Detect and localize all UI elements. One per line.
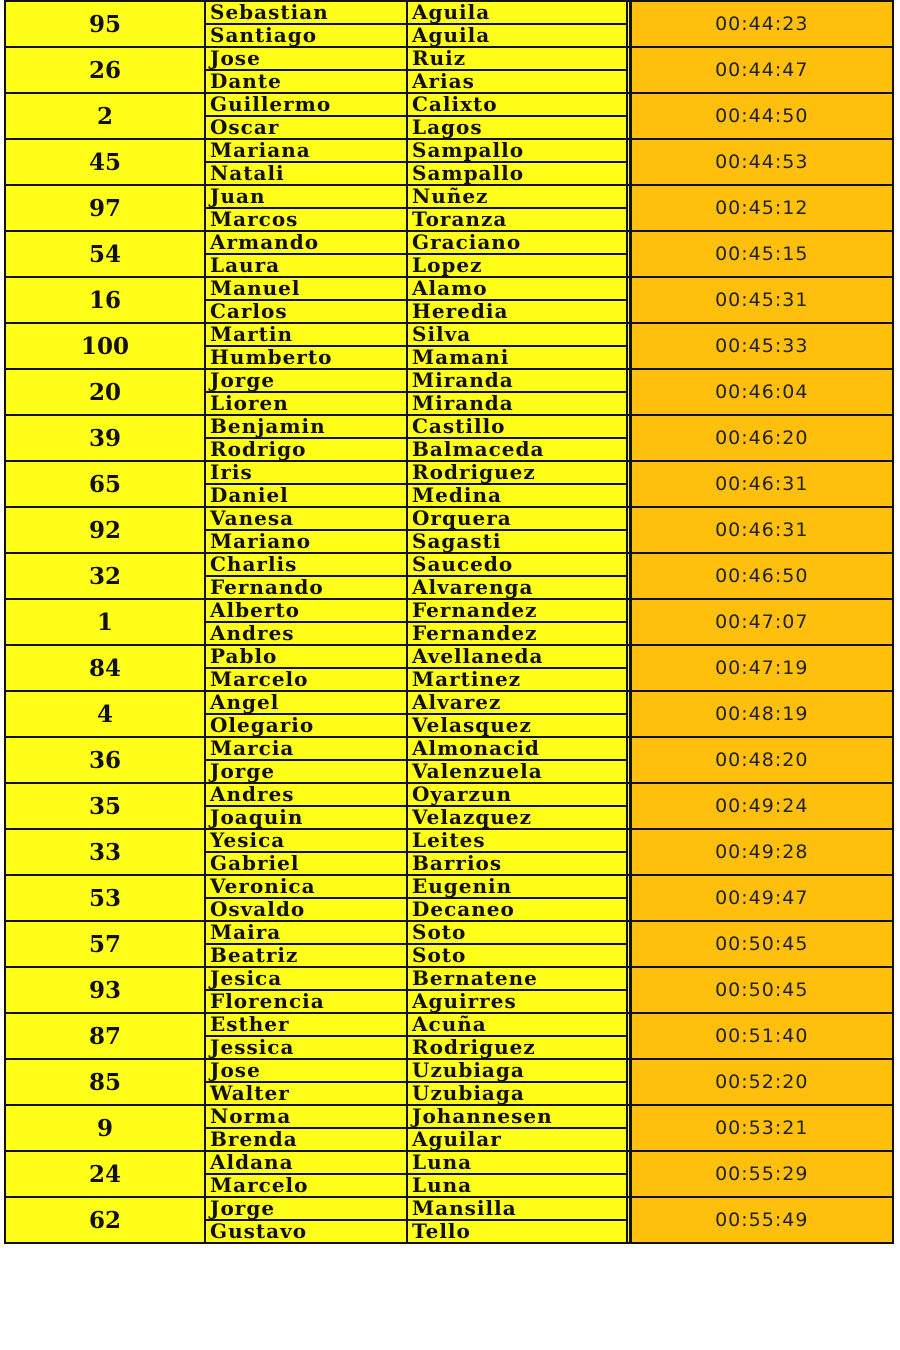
runner-last-name: Aguirres — [407, 990, 627, 1013]
runner-last-name: Aguila — [407, 24, 627, 47]
result-row — [5, 691, 893, 714]
finish-time: 00:49:47 — [630, 875, 893, 921]
bib-number: 62 — [5, 1197, 205, 1243]
bib-number: 32 — [5, 553, 205, 599]
runner-first-name: Martin — [205, 323, 407, 346]
runner-last-name: Arias — [407, 70, 627, 93]
bib-number: 45 — [5, 139, 205, 185]
runner-last-name: Orquera — [407, 507, 627, 530]
runner-last-name: Leites — [407, 829, 627, 852]
result-row — [5, 1105, 893, 1128]
bib-number: 54 — [5, 231, 205, 277]
result-row — [5, 875, 893, 898]
bib-number: 97 — [5, 185, 205, 231]
result-row — [5, 139, 893, 162]
results-table — [4, 0, 894, 1244]
runner-first-name: Sebastian — [205, 1, 407, 24]
runner-first-name: Gustavo — [205, 1220, 407, 1243]
runner-first-name: Santiago — [205, 24, 407, 47]
runner-first-name: Marcelo — [205, 668, 407, 691]
runner-last-name: Sagasti — [407, 530, 627, 553]
runner-last-name: Acuña — [407, 1013, 627, 1036]
bib-number: 33 — [5, 829, 205, 875]
finish-time: 00:55:49 — [630, 1197, 893, 1243]
runner-first-name: Joaquin — [205, 806, 407, 829]
bib-number: 87 — [5, 1013, 205, 1059]
runner-first-name: Jorge — [205, 1197, 407, 1220]
finish-time: 00:55:29 — [630, 1151, 893, 1197]
runner-last-name: Silva — [407, 323, 627, 346]
runner-first-name: Natali — [205, 162, 407, 185]
bib-number: 24 — [5, 1151, 205, 1197]
finish-time: 00:45:33 — [630, 323, 893, 369]
runner-last-name: Graciano — [407, 231, 627, 254]
finish-time: 00:46:20 — [630, 415, 893, 461]
runner-last-name: Alamo — [407, 277, 627, 300]
result-row — [5, 185, 893, 208]
runner-last-name: Decaneo — [407, 898, 627, 921]
result-row — [5, 599, 893, 622]
runner-last-name: Balmaceda — [407, 438, 627, 461]
finish-time: 00:46:04 — [630, 369, 893, 415]
runner-last-name: Luna — [407, 1151, 627, 1174]
runner-last-name: Oyarzun — [407, 783, 627, 806]
runner-last-name: Soto — [407, 944, 627, 967]
runner-last-name: Soto — [407, 921, 627, 944]
runner-first-name: Aldana — [205, 1151, 407, 1174]
results-body — [5, 1, 893, 1243]
finish-time: 00:44:53 — [630, 139, 893, 185]
runner-first-name: Yesica — [205, 829, 407, 852]
runner-first-name: Lioren — [205, 392, 407, 415]
runner-last-name: Valenzuela — [407, 760, 627, 783]
bib-number: 4 — [5, 691, 205, 737]
runner-first-name: Fernando — [205, 576, 407, 599]
runner-last-name: Lagos — [407, 116, 627, 139]
runner-first-name: Jose — [205, 47, 407, 70]
runner-first-name: Andres — [205, 622, 407, 645]
result-row — [5, 461, 893, 484]
runner-last-name: Velazquez — [407, 806, 627, 829]
result-row — [5, 967, 893, 990]
runner-first-name: Daniel — [205, 484, 407, 507]
result-row — [5, 231, 893, 254]
runner-last-name: Nuñez — [407, 185, 627, 208]
bib-number: 95 — [5, 1, 205, 47]
runner-last-name: Bernatene — [407, 967, 627, 990]
result-row — [5, 645, 893, 668]
runner-first-name: Walter — [205, 1082, 407, 1105]
result-row — [5, 415, 893, 438]
runner-first-name: Jesica — [205, 967, 407, 990]
finish-time: 00:49:24 — [630, 783, 893, 829]
finish-time: 00:46:31 — [630, 461, 893, 507]
result-row — [5, 737, 893, 760]
runner-first-name: Marcia — [205, 737, 407, 760]
runner-first-name: Maira — [205, 921, 407, 944]
runner-last-name: Barrios — [407, 852, 627, 875]
runner-first-name: Olegario — [205, 714, 407, 737]
result-row — [5, 93, 893, 116]
finish-time: 00:48:20 — [630, 737, 893, 783]
result-row — [5, 783, 893, 806]
runner-last-name: Aguila — [407, 1, 627, 24]
runner-last-name: Fernandez — [407, 622, 627, 645]
result-row — [5, 1013, 893, 1036]
runner-first-name: Rodrigo — [205, 438, 407, 461]
runner-first-name: Benjamin — [205, 415, 407, 438]
runner-first-name: Brenda — [205, 1128, 407, 1151]
result-row — [5, 1151, 893, 1174]
result-row — [5, 1, 893, 24]
result-row — [5, 277, 893, 300]
finish-time: 00:50:45 — [630, 967, 893, 1013]
runner-first-name: Andres — [205, 783, 407, 806]
runner-first-name: Jorge — [205, 369, 407, 392]
runner-first-name: Carlos — [205, 300, 407, 323]
bib-number: 2 — [5, 93, 205, 139]
runner-first-name: Jessica — [205, 1036, 407, 1059]
runner-last-name: Ruiz — [407, 47, 627, 70]
runner-first-name: Beatriz — [205, 944, 407, 967]
runner-first-name: Osvaldo — [205, 898, 407, 921]
finish-time: 00:51:40 — [630, 1013, 893, 1059]
result-row — [5, 1059, 893, 1082]
bib-number: 9 — [5, 1105, 205, 1151]
bib-number: 20 — [5, 369, 205, 415]
bib-number: 1 — [5, 599, 205, 645]
runner-last-name: Tello — [407, 1220, 627, 1243]
finish-time: 00:47:07 — [630, 599, 893, 645]
runner-first-name: Iris — [205, 461, 407, 484]
runner-first-name: Florencia — [205, 990, 407, 1013]
bib-number: 53 — [5, 875, 205, 921]
runner-last-name: Calixto — [407, 93, 627, 116]
runner-last-name: Medina — [407, 484, 627, 507]
runner-last-name: Avellaneda — [407, 645, 627, 668]
runner-first-name: Laura — [205, 254, 407, 277]
runner-first-name: Veronica — [205, 875, 407, 898]
runner-first-name: Dante — [205, 70, 407, 93]
bib-number: 36 — [5, 737, 205, 783]
result-row — [5, 1197, 893, 1220]
result-row — [5, 323, 893, 346]
finish-time: 00:45:12 — [630, 185, 893, 231]
runner-first-name: Armando — [205, 231, 407, 254]
runner-first-name: Gabriel — [205, 852, 407, 875]
runner-last-name: Toranza — [407, 208, 627, 231]
finish-time: 00:47:19 — [630, 645, 893, 691]
runner-first-name: Oscar — [205, 116, 407, 139]
runner-first-name: Alberto — [205, 599, 407, 622]
runner-last-name: Johannesen — [407, 1105, 627, 1128]
runner-first-name: Marcelo — [205, 1174, 407, 1197]
runner-last-name: Lopez — [407, 254, 627, 277]
result-row — [5, 47, 893, 70]
runner-first-name: Charlis — [205, 553, 407, 576]
runner-last-name: Sampallo — [407, 162, 627, 185]
bib-number: 85 — [5, 1059, 205, 1105]
finish-time: 00:49:28 — [630, 829, 893, 875]
runner-first-name: Jorge — [205, 760, 407, 783]
runner-last-name: Aguilar — [407, 1128, 627, 1151]
runner-last-name: Uzubiaga — [407, 1059, 627, 1082]
runner-first-name: Pablo — [205, 645, 407, 668]
runner-last-name: Rodriguez — [407, 1036, 627, 1059]
bib-number: 92 — [5, 507, 205, 553]
runner-last-name: Castillo — [407, 415, 627, 438]
runner-last-name: Miranda — [407, 392, 627, 415]
finish-time: 00:44:47 — [630, 47, 893, 93]
bib-number: 84 — [5, 645, 205, 691]
finish-time: 00:44:23 — [630, 1, 893, 47]
result-row — [5, 829, 893, 852]
runner-first-name: Marcos — [205, 208, 407, 231]
finish-time: 00:48:19 — [630, 691, 893, 737]
runner-first-name: Jose — [205, 1059, 407, 1082]
runner-last-name: Rodriguez — [407, 461, 627, 484]
runner-last-name: Mamani — [407, 346, 627, 369]
result-row — [5, 553, 893, 576]
bib-number: 57 — [5, 921, 205, 967]
finish-time: 00:45:15 — [630, 231, 893, 277]
finish-time: 00:46:31 — [630, 507, 893, 553]
finish-time: 00:53:21 — [630, 1105, 893, 1151]
bib-number: 16 — [5, 277, 205, 323]
result-row — [5, 369, 893, 392]
finish-time: 00:45:31 — [630, 277, 893, 323]
runner-first-name: Vanesa — [205, 507, 407, 530]
bib-number: 100 — [5, 323, 205, 369]
bib-number: 93 — [5, 967, 205, 1013]
runner-last-name: Fernandez — [407, 599, 627, 622]
bib-number: 65 — [5, 461, 205, 507]
runner-first-name: Norma — [205, 1105, 407, 1128]
runner-last-name: Alvarez — [407, 691, 627, 714]
runner-last-name: Velasquez — [407, 714, 627, 737]
runner-first-name: Guillermo — [205, 93, 407, 116]
bib-number: 35 — [5, 783, 205, 829]
runner-last-name: Uzubiaga — [407, 1082, 627, 1105]
finish-time: 00:52:20 — [630, 1059, 893, 1105]
result-row — [5, 507, 893, 530]
runner-last-name: Martinez — [407, 668, 627, 691]
bib-number: 26 — [5, 47, 205, 93]
runner-first-name: Humberto — [205, 346, 407, 369]
runner-first-name: Mariana — [205, 139, 407, 162]
runner-first-name: Angel — [205, 691, 407, 714]
runner-last-name: Alvarenga — [407, 576, 627, 599]
runner-first-name: Manuel — [205, 277, 407, 300]
runner-last-name: Heredia — [407, 300, 627, 323]
result-row — [5, 921, 893, 944]
runner-last-name: Almonacid — [407, 737, 627, 760]
finish-time: 00:46:50 — [630, 553, 893, 599]
runner-first-name: Esther — [205, 1013, 407, 1036]
finish-time: 00:44:50 — [630, 93, 893, 139]
runner-last-name: Saucedo — [407, 553, 627, 576]
runner-last-name: Luna — [407, 1174, 627, 1197]
runner-last-name: Miranda — [407, 369, 627, 392]
runner-last-name: Eugenin — [407, 875, 627, 898]
runner-last-name: Mansilla — [407, 1197, 627, 1220]
runner-last-name: Sampallo — [407, 139, 627, 162]
finish-time: 00:50:45 — [630, 921, 893, 967]
runner-first-name: Mariano — [205, 530, 407, 553]
bib-number: 39 — [5, 415, 205, 461]
runner-first-name: Juan — [205, 185, 407, 208]
